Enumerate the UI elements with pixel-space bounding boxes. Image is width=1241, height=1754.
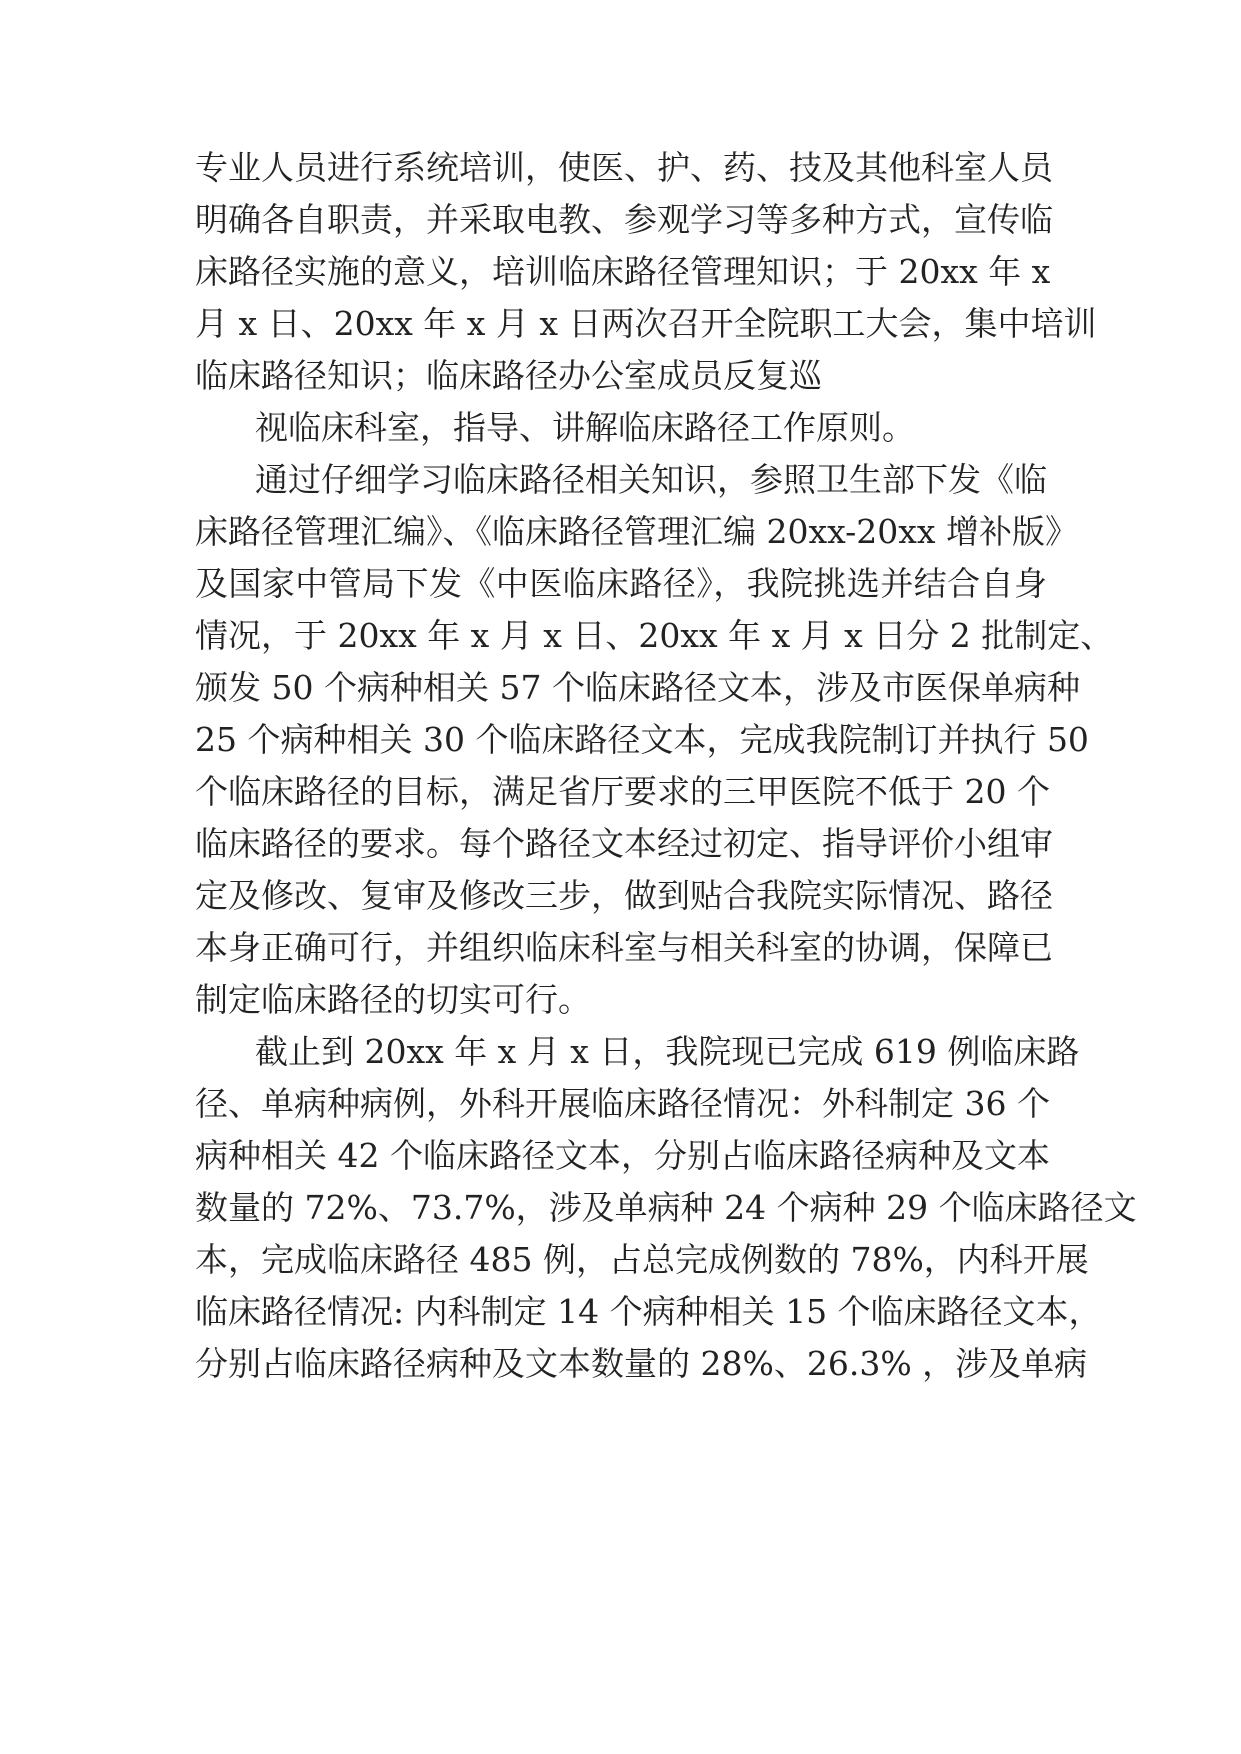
- text-line: 临床路径情况: 内科制定 14 个病种相关 15 个临床路径文本，: [195, 1292, 1102, 1331]
- text-line: 专业人员进行系统培训，使医、护、药、技及其他科室人员: [195, 148, 1053, 187]
- text-line: 情况，于 20xx 年 x 月 x 日、20xx 年 x 月 x 日分 2 批制定、: [195, 616, 1114, 655]
- text-line: 床路径实施的意义，培训临床路径管理知识；于 20xx 年 x: [195, 252, 1051, 291]
- text-line: 月 x 日、20xx 年 x 月 x 日两次召开全院职工大会，集中培训: [195, 304, 1097, 343]
- text-line: 个临床路径的目标，满足省厅要求的三甲医院不低于 20 个: [195, 772, 1050, 811]
- text-line: 床路径管理汇编》、《临床路径管理汇编 20xx-20xx 增补版》: [195, 512, 1078, 551]
- text-line: 本，完成临床路径 485 例，占总完成例数的 78%，内科开展: [195, 1240, 1089, 1279]
- text-line: 病种相关 42 个临床路径文本，分别占临床路径病种及文本: [195, 1136, 1050, 1175]
- text-line: 临床路径知识；临床路径办公室成员反复巡: [195, 356, 822, 395]
- text-line: 制定临床路径的切实可行。: [195, 980, 591, 1019]
- text-line: 颁发 50 个病种相关 57 个临床路径文本，涉及市医保单病种: [195, 668, 1080, 707]
- text-line: 临床路径的要求。每个路径文本经过初定、指导评价小组审: [195, 824, 1053, 863]
- text-line: 数量的 72%、73.7%，涉及单病种 24 个病种 29 个临床路径文: [195, 1188, 1137, 1227]
- text-line: 明确各自职责，并采取电教、参观学习等多种方式，宣传临: [195, 200, 1053, 239]
- text-line: 及国家中管局下发《中医临床路径》，我院挑选并结合自身: [195, 564, 1047, 603]
- text-line: 通过仔细学习临床路径相关知识，参照卫生部下发《临: [255, 460, 1047, 499]
- text-line: 定及修改、复审及修改三步，做到贴合我院实际情况、路径: [195, 876, 1053, 915]
- text-line: 本身正确可行，并组织临床科室与相关科室的协调，保障已: [195, 928, 1053, 967]
- text-line: 视临床科室，指导、讲解临床路径工作原则。: [255, 408, 915, 447]
- text-line: 25 个病种相关 30 个临床路径文本，完成我院制订并执行 50: [195, 720, 1089, 759]
- text-line: 分别占临床路径病种及文本数量的 28%、26.3% ，涉及单病: [195, 1344, 1088, 1383]
- text-line: 径、单病种病例，外科开展临床路径情况：外科制定 36 个: [195, 1084, 1050, 1123]
- text-line: 截止到 20xx 年 x 月 x 日，我院现已完成 619 例临床路: [255, 1032, 1080, 1071]
